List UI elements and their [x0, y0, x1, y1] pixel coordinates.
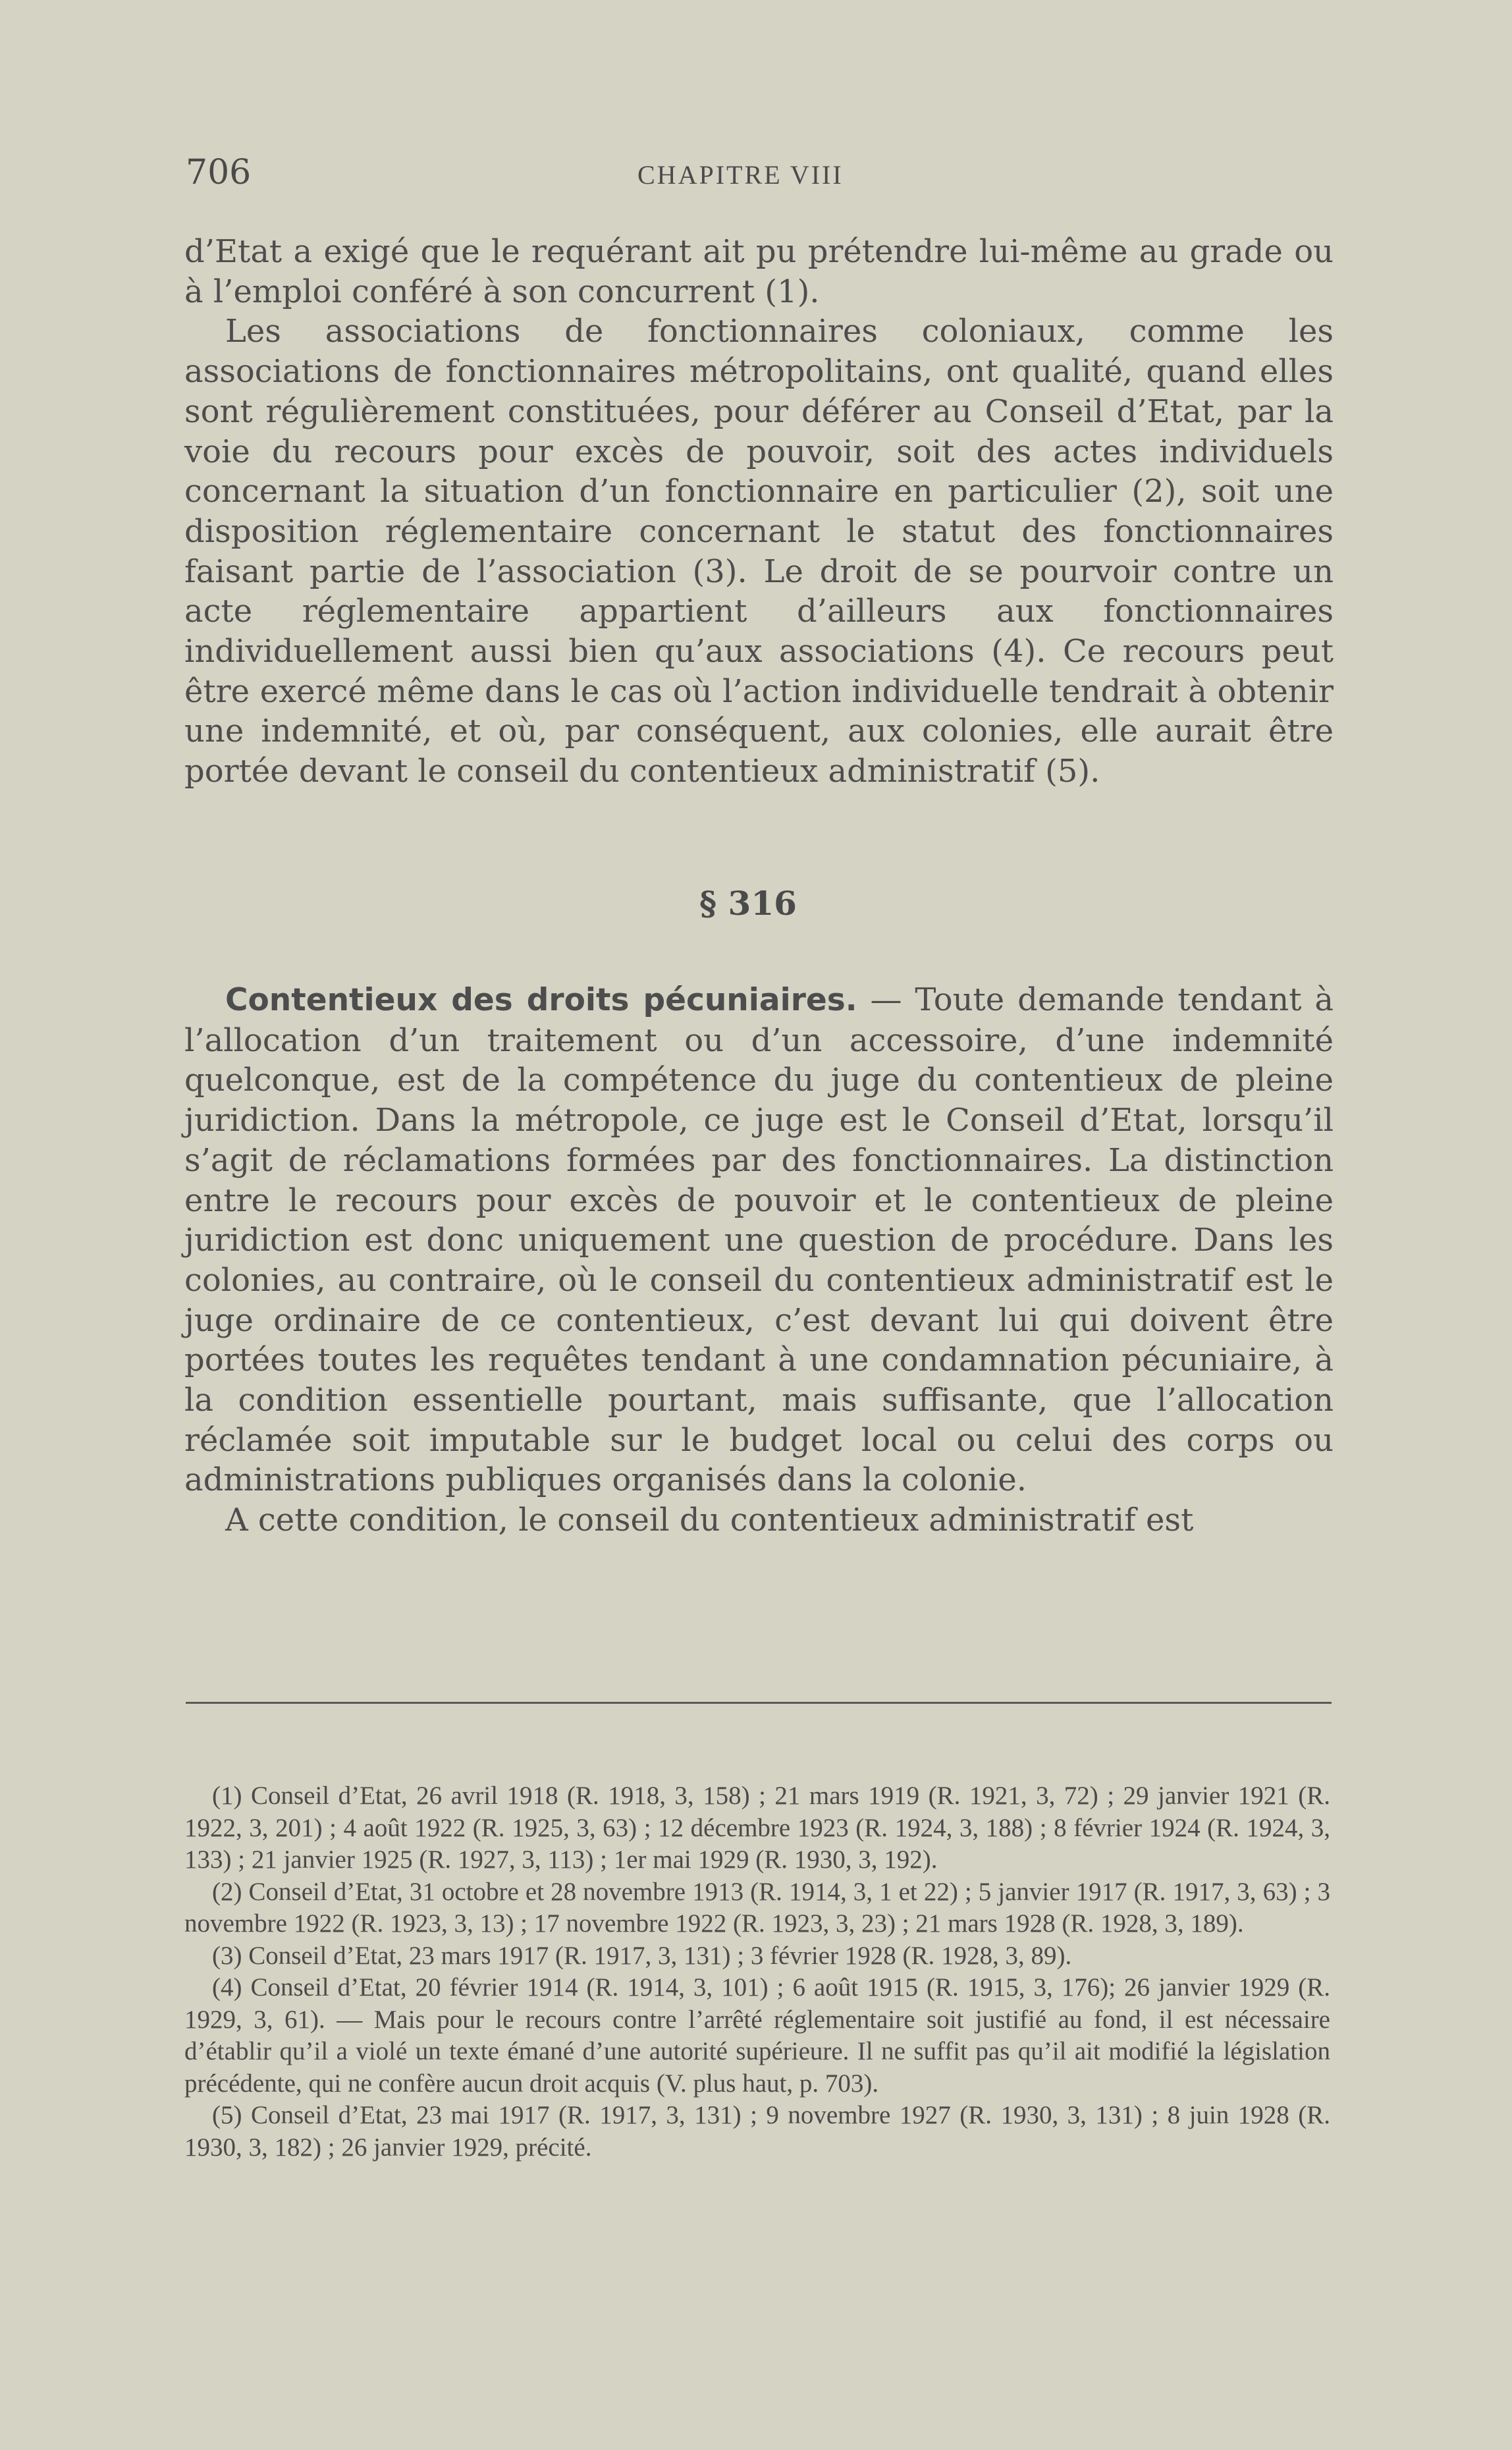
- footnotes: [184, 1780, 1330, 2164]
- paragraph-associations: [184, 232, 1334, 792]
- footnote-2: (2) Conseil d’Etat, 31 octobre et 28 novembre 1913 (R. 1914, 3, 1 et 22) ; 5 janvier 1917 (R. 1917, 3, 63) ; 3 novembre 1922 (R. 1923, 3, 13) ; 17 novembre 1922 (R. 1923, 3, 23) ; 21 mars 1928 (R. 1928, 3, 189).: [184, 1877, 1330, 1938]
- footnote-5: (5) Conseil d’Etat, 23 mai 1917 (R. 1917, 3, 131) ; 9 novembre 1927 (R. 1930, 3, 131) ; 8 juin 1928 (R. 1930, 3, 182) ; 26 janvier 1929, précité.: [184, 2101, 1330, 2162]
- paragraph-heading: Contentieux des droits pécuniaires.: [225, 982, 857, 1018]
- page-number: 706: [186, 153, 252, 192]
- paragraph-droits-pecuniaires-body: [184, 980, 1334, 1500]
- footnote-1: (1) Conseil d’Etat, 26 avril 1918 (R. 1918, 3, 158) ; 21 mars 1919 (R. 1921, 3, 72) ; 29 janvier 1921 (R. 1922, 3, 201) ; 4 août 1922 (R. 1925, 3, 63) ; 12 décembre 1923 (R. 1924, 3, 188) ; 8 février 1924 (R. 1924, 3, 133) ; 21 janvier 1925 (R. 1927, 3, 113) ; 1er mai 1929 (R. 1930, 3, 192).: [184, 1782, 1330, 1874]
- section-heading: § 316: [699, 884, 797, 923]
- paragraph-associations-text: Les associations de fonctionnaires coloniaux, comme les associations de fonctionnaires métropolitains, ont qualité, quand elles sont régulièrement constituées, pour déférer au Conseil d’Etat, par la voie du recours pour excès de pouvoir, soit des actes individuels concernant la situation d’un fonctionnaire en particulier (2), soit une disposition réglementaire concernant le statut des fonctionnaires faisant partie de l’association (3). Le droit de se pourvoir contre un acte réglementaire appartient d’ailleurs aux fonctionnaires individuellement aussi bien qu’aux associations (4). Ce recours peut être exercé même dans le cas où l’action individuelle tendrait à obtenir une indemnité, et où, par conséquent, aux colonies, elle aurait être portée devant le conseil du contentieux administratif (5).: [184, 313, 1334, 790]
- paragraph-continuation-text: d’Etat a exigé que le requérant ait pu prétendre lui-même au grade ou à l’emploi conféré à son concurrent (1).: [184, 233, 1334, 310]
- footnote-divider: [186, 1702, 1332, 1704]
- paragraph-droits-pecuniaires-text: — Toute demande tendant à l’allocation d’un traitement ou d’un accessoire, d’une indemnité quelconque, est de la compétence du juge du contentieux de pleine juridiction. Dans la métropole, ce juge est le Conseil d’Etat, lorsqu’il s’agit de réclamations formées par des fonctionnaires. La distinction entre le recours pour excès de pouvoir et le contentieux de pleine juridiction est donc uniquement une question de procédure. Dans les colonies, au contraire, où le conseil du contentieux administratif est le juge ordinaire de ce contentieux, c’est devant lui qui doivent être portées toutes les requêtes tendant à une condamnation pécuniaire, à la condition essentielle pourtant, mais suffisante, que l’allocation réclamée soit imputable sur le budget local ou celui des corps ou administrations publiques organisés dans la colonie.: [184, 981, 1334, 1499]
- paragraph-droits-pecuniaires: [184, 980, 1334, 1540]
- footnote-3: (3) Conseil d’Etat, 23 mars 1917 (R. 1917, 3, 131) ; 3 février 1928 (R. 1928, 3, 89).: [212, 1941, 1072, 1970]
- running-head: CHAPITRE VIII: [637, 160, 844, 190]
- footnote-4: (4) Conseil d’Etat, 20 février 1914 (R. 1914, 3, 101) ; 6 août 1915 (R. 1915, 3, 176); 26 janvier 1929 (R. 1929, 3, 61). — Mais pour le recours contre l’arrêté réglementaire soit justifié au fond, il est nécessaire d’établir qu’il a violé un texte émané d’une autorité supérieure. Il ne suffit pas qu’il ait modifié la législation précédente, qui ne confère aucun droit acquis (V. plus haut, p. 703).: [184, 1973, 1330, 2098]
- paragraph-condition-text: A cette condition, le conseil du contentieux administratif est: [225, 1502, 1194, 1539]
